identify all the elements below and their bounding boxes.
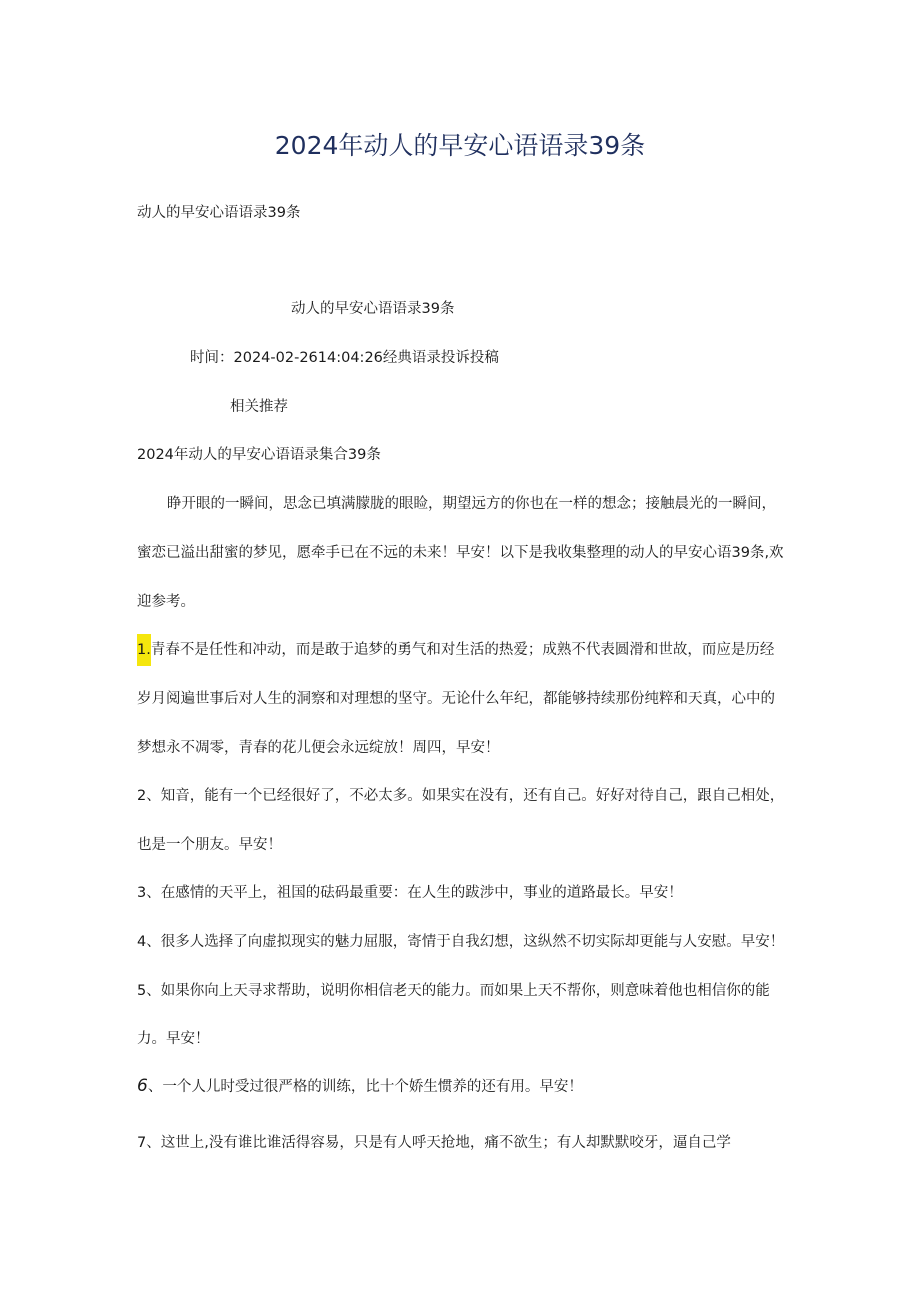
item-3-line: 3、在感情的天平上，祖国的砝码最重要：在人生的跋涉中，事业的道路最长。早安！ — [137, 885, 683, 901]
related-recommendations: 相关推荐 — [230, 399, 288, 415]
item-1-text: 青春不是任性和冲动，而是敢于追梦的勇气和对生活的热爱；成熟不代表圆滑和世故，而应是历经 — [150, 642, 775, 658]
item-4-line: 4、很多人选择了向虚拟现实的魅力屈服，寄情于自我幻想，这纵然不切实际却更能与人安慰。早安！ — [137, 934, 785, 950]
intro-line: 迎参考。 — [137, 594, 195, 610]
intro-line: 睁开眼的一瞬间，思念已填满朦胧的眼睑，期望远方的你也在一样的想念；接触晨光的一瞬间， — [167, 496, 776, 512]
item-2-line: 2、知音，能有一个已经很好了，不必太多。如果实在没有，还有自己。好好对待自己，跟自己相处， — [137, 788, 785, 804]
article-heading: 动人的早安心语语录39条 — [291, 301, 455, 317]
item-1-number: 1. — [137, 634, 151, 666]
item-1-line: 梦想永不凋零，青春的花儿便会永远绽放！周四，早安！ — [137, 740, 500, 756]
article-meta: 时间：2024-02-2614:04:26经典语录投诉投稿 — [190, 350, 499, 366]
item-1-line — [137, 640, 774, 660]
item-7-line: 7、这世上,没有谁比谁活得容易，只是有人呼天抢地，痛不欲生；有人却默默咬牙，逼自己学 — [137, 1135, 731, 1151]
document-subtitle: 动人的早安心语语录39条 — [137, 205, 301, 221]
item-5-line: 5、如果你向上天寻求帮助，说明你相信老天的能力。而如果上天不帮你，则意味着他也相信你的能 — [137, 983, 770, 999]
item-6-text: 、一个人儿时受过很严格的训练，比十个娇生惯养的还有用。早安！ — [147, 1079, 583, 1095]
collection-title: 2024年动人的早安心语语录集合39条 — [137, 447, 381, 463]
item-2-line: 也是一个朋友。早安！ — [137, 837, 282, 853]
item-6-line — [137, 1076, 583, 1097]
item-1-line: 岁月阅遍世事后对人生的洞察和对理想的坚守。无论什么年纪，都能够持续那份纯粹和天真，心中的 — [137, 691, 775, 707]
intro-line: 蜜恋已溢出甜蜜的梦见，愿牵手已在不远的未来！早安！以下是我收集整理的动人的早安心语39条,欢 — [137, 545, 784, 561]
item-6-number: 6 — [137, 1076, 148, 1096]
item-5-line: 力。早安！ — [137, 1031, 210, 1047]
document-title: 2024年动人的早安心语语录39条 — [274, 131, 646, 160]
